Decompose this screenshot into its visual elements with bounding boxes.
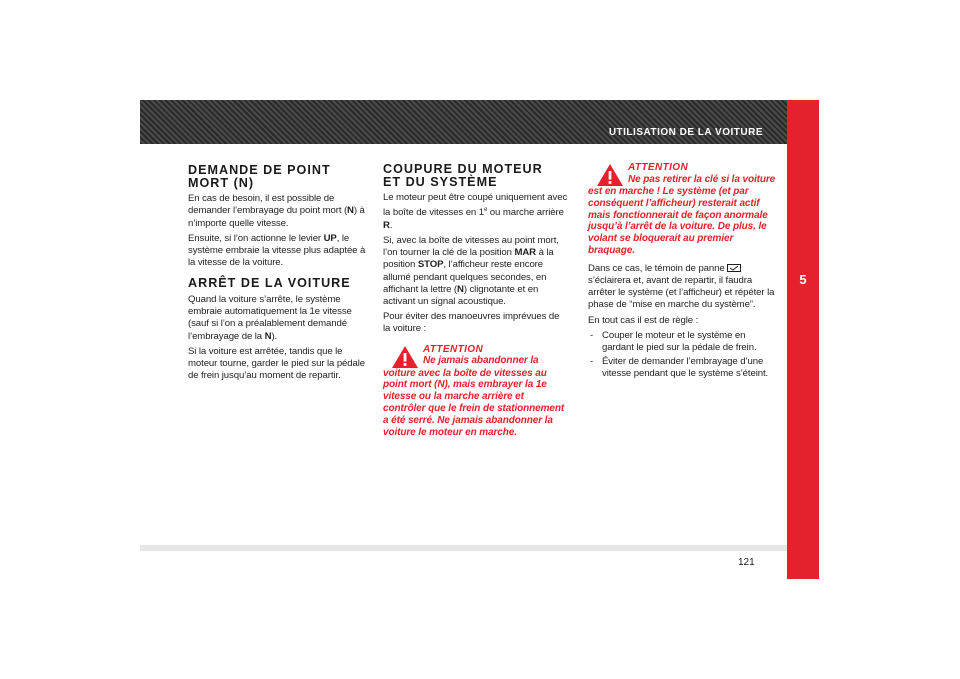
warning-triangle-icon (391, 345, 419, 369)
warning-text-first: Ne pas retirer la clé si la voiture (628, 173, 776, 185)
warning-box (383, 344, 568, 439)
list-item: - Couper le moteur et le système en gardant le pied sur la pédale de frein. (590, 329, 757, 353)
heading-engine-shutdown: COUPURE DU MOTEUR ET DU SYSTÈME (383, 162, 543, 189)
warning-triangle-icon (596, 163, 624, 187)
warning-text: est en marche ! Le système (et par conséquent l’afficheur) resterait actif mais fonctionnerait de façon anormale jusqu’à l’arrêt de la voiture. De plus, le volant se bloquerait au premier braquage. (588, 186, 768, 256)
page-number: 121 (738, 557, 755, 568)
heading-neutral-request: DEMANDE DE POINT MORT (N) (188, 163, 331, 190)
paragraph: Le moteur peut être coupé uniquement avec la boîte de vitesses en 1e ou marche arrière R. (383, 192, 568, 231)
paragraph: Si, avec la boîte de vitesses au point mort, l’on tourner la clé de la position MAR à la position STOP, l’afficheur reste encore allumé pendant quelques secondes, en affichant la lettre (N) clignotante et en activant un signal acoustique. (383, 234, 559, 307)
rules-list (588, 330, 776, 381)
column-right (588, 162, 776, 383)
chapter-number: 5 (799, 272, 807, 287)
column-middle (383, 163, 568, 438)
chapter-tab (787, 100, 819, 579)
paragraph: En cas de besoin, il est possible de demander l’embrayage du point mort (N) à n’importe quelle vitesse. (188, 193, 365, 229)
warning-text-first: Ne jamais abandonner la (423, 355, 539, 367)
warning-title: ATTENTION (628, 162, 689, 173)
paragraph: Dans ce cas, le témoin de panne s’éclairera et, avant de repartir, il faudra arrêter le système (et l’afficheur) et répéter la phase de “mise en marche du système”. (588, 262, 775, 311)
header-band (140, 100, 787, 144)
heading-vehicle-stop: ARRÊT DE LA VOITURE (188, 276, 351, 291)
list-item: - Éviter de demander l’embrayage d’une vitesse pendant que le système s’éteint. (590, 356, 769, 380)
gearbox-fault-icon (727, 264, 741, 272)
column-left (188, 164, 368, 385)
warning-text: voiture avec la boîte de vitesses au point mort (N), mais embrayer la 1e vitesse ou la marche arrière et contrôler que le frein de stationnement a été serré. Ne jamais abandonner la voiture le moteur en marche. (383, 367, 565, 438)
footer-band (140, 545, 787, 551)
warning-box (588, 162, 776, 257)
paragraph: En tout cas il est de règle : (588, 314, 699, 326)
paragraph: Si la voiture est arrêtée, tandis que le moteur tourne, garder le pied sur la pédale de frein jusqu’au moment de repartir. (188, 345, 366, 382)
paragraph: Ensuite, si l’on actionne le levier UP, le système embraie la vitesse plus adaptée à la vitesse de la voiture. (188, 232, 366, 269)
paragraph: Pour éviter des manoeuvres imprévues de la voiture : (383, 311, 560, 335)
section-title: UTILISATION DE LA VOITURE (608, 127, 763, 138)
paragraph: Quand la voiture s’arrête, le système embraie automatiquement la 1e vitesse (sauf si l’on a préalablement demandé l’embrayage de la N). (188, 294, 352, 342)
warning-title: ATTENTION (423, 343, 484, 355)
